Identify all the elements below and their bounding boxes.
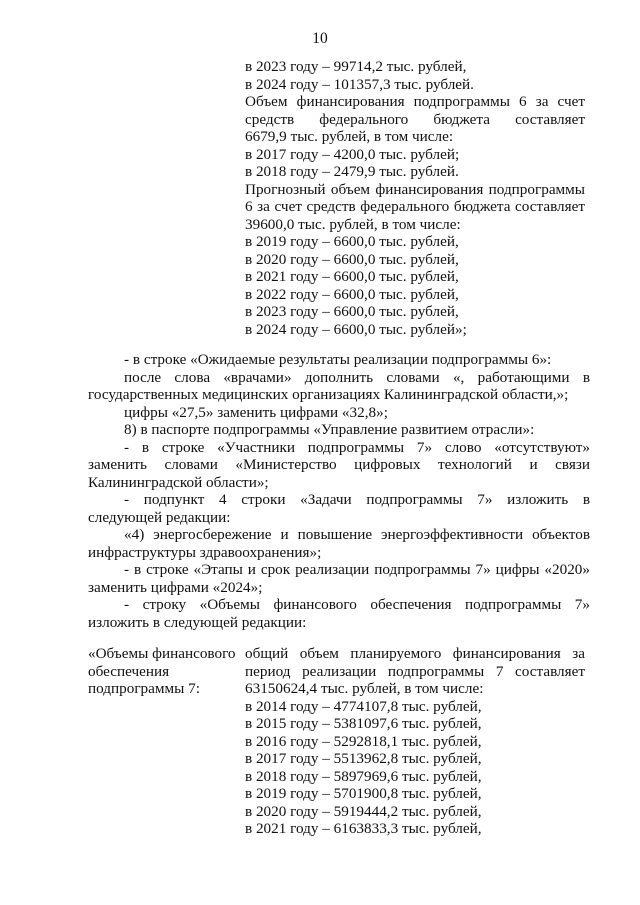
text-line: - в строке «Этапы и срок реализации подпрограммы 7» цифры «2020» (124, 561, 590, 578)
text-line: 6 за счет средств федерального бюджета составляет (245, 198, 585, 215)
text-line: цифры «27,5» заменить цифрами «32,8»; (124, 403, 388, 421)
text-line: в 2017 году – 4200,0 тыс. рублей; (245, 145, 460, 163)
table-label-line: «Объемы финансового (88, 645, 236, 662)
text-line: Калининградской области»; (88, 473, 269, 491)
text-line: средств федерального бюджета составляет (245, 110, 585, 128)
text-line: в 2020 году – 6600,0 тыс. рублей, (245, 250, 459, 268)
text-line: в 2021 году – 6600,0 тыс. рублей, (245, 268, 459, 285)
text-line: изложить в следующей редакции: (88, 613, 307, 631)
table-value-line: в 2015 году – 5381097,6 тыс. рублей, (245, 715, 482, 732)
table-value-line: в 2021 году – 6163833,3 тыс. рублей, (245, 820, 482, 837)
text-line: - в строке «Ожидаемые результаты реализации подпрограммы 6»: (124, 351, 552, 368)
table-value-line: в 2016 году – 5292818,1 тыс. рублей, (245, 732, 482, 750)
table-value-line: общий объем планируемого финансирования за (245, 645, 585, 662)
text-line: 39600,0 тыс. рублей, в том числе: (245, 215, 461, 233)
table-value-line: в 2019 году – 5701900,8 тыс. рублей, (245, 785, 482, 802)
text-line: «4) энергосбережение и повышение энергоэффективности объектов (124, 526, 590, 543)
table-value-line: в 2020 году – 5919444,2 тыс. рублей, (245, 802, 482, 820)
text-line: в 2018 году – 2479,9 тыс. рублей. (245, 163, 459, 180)
text-line: заменить цифрами «2024»; (88, 578, 263, 596)
text-line: в 2019 году – 6600,0 тыс. рублей, (245, 233, 459, 250)
table-value-line: в 2018 году – 5897969,6 тыс. рублей, (245, 767, 482, 785)
text-line: в 2024 году – 101357,3 тыс. рублей. (245, 75, 474, 93)
text-line: Объем финансирования подпрограммы 6 за счет (245, 93, 585, 110)
text-line: в 2023 году – 6600,0 тыс. рублей, (245, 303, 459, 320)
page-number: 10 (312, 30, 328, 47)
text-line: после слова «врачами» дополнить словами «, работающими в (124, 368, 590, 386)
text-line: Прогнозный объем финансирования подпрограммы (245, 180, 585, 198)
text-line: в 2023 году – 99714,2 тыс. рублей, (245, 58, 467, 75)
text-line: - в строке «Участники подпрограммы 7» слово «отсутствуют» (124, 438, 590, 456)
text-line: 6679,9 тыс. рублей, в том числе: (245, 128, 454, 145)
text-line: - строку «Объемы финансового обеспечения подпрограммы 7» (124, 596, 590, 613)
table-value-line: период реализации подпрограммы 7 составляет (245, 662, 585, 680)
table-value-line: 63150624,4 тыс. рублей, в том числе: (245, 680, 484, 697)
text-line: государственных медицинских организациях Калининградской области,»; (88, 386, 569, 403)
table-label-line: подпрограммы 7: (88, 680, 200, 697)
text-line: в 2024 году – 6600,0 тыс. рублей»; (245, 320, 467, 338)
table-value-line: в 2017 году – 5513962,8 тыс. рублей, (245, 750, 482, 767)
text-line: следующей редакции: (88, 508, 231, 526)
table-value-line: в 2014 году – 4774107,8 тыс. рублей, (245, 697, 482, 715)
text-line: инфраструктуры здравоохранения»; (88, 543, 322, 561)
table-label-line: обеспечения (88, 662, 170, 680)
text-line: заменить словами «Министерство цифровых технологий и связи (88, 456, 590, 473)
text-line: 8) в паспорте подпрограммы «Управление развитием отрасли»: (124, 421, 535, 438)
text-line: в 2022 году – 6600,0 тыс. рублей, (245, 285, 459, 303)
text-line: - подпункт 4 строки «Задачи подпрограммы 7» изложить в (124, 491, 590, 508)
